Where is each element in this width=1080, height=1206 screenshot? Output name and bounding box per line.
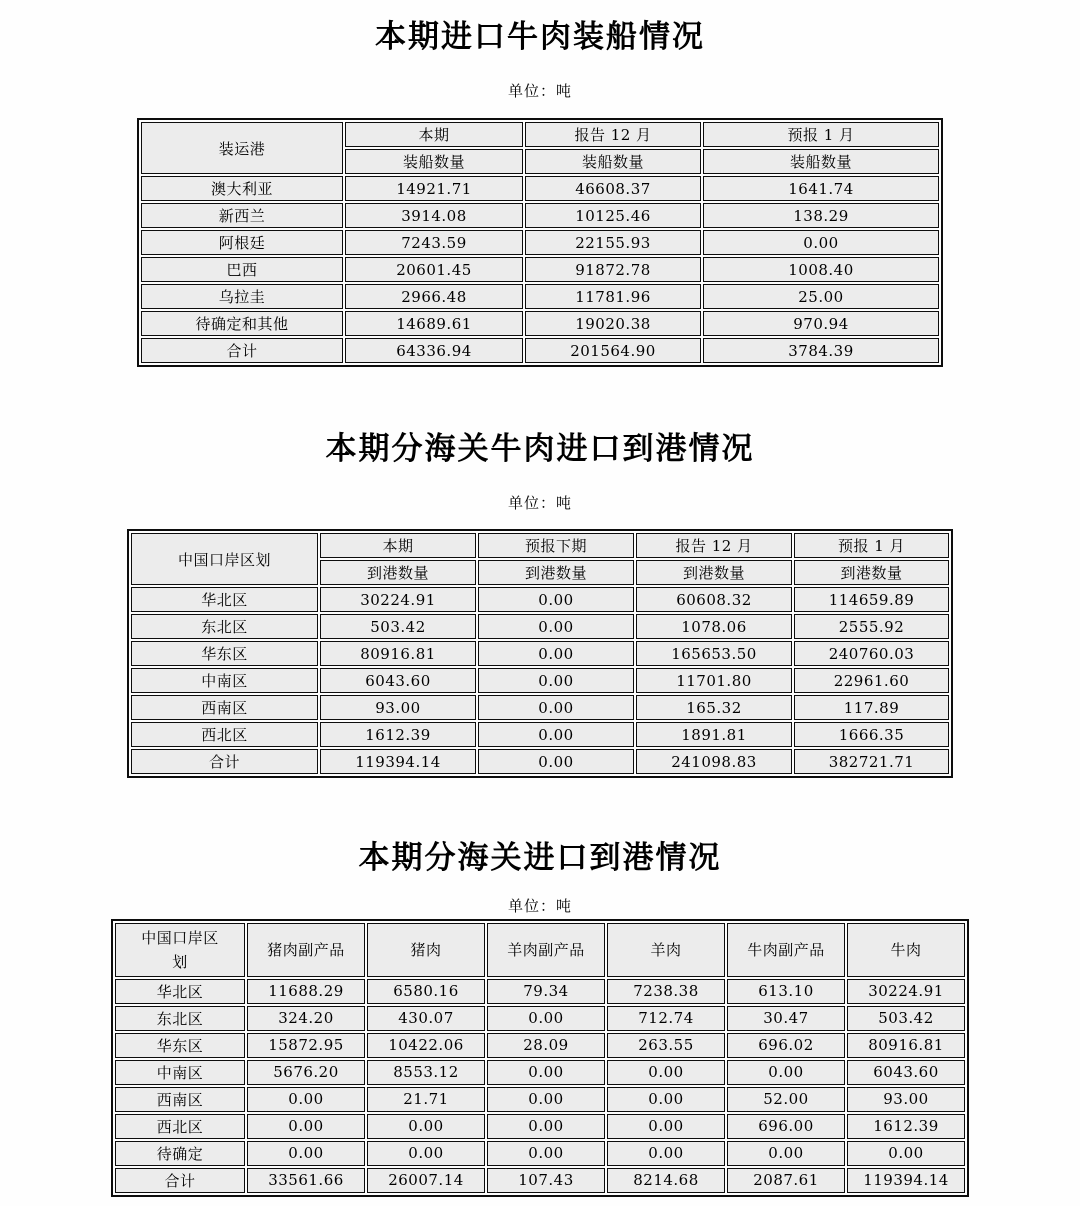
column-header (367, 923, 485, 977)
measure-header: 到港数量 (478, 560, 634, 585)
cell-value: 10125.46 (525, 203, 701, 228)
row-label: 华北区 (131, 587, 318, 612)
table-row (131, 695, 949, 720)
period-header: 本期 (345, 122, 523, 147)
cell-value: 6043.60 (847, 1060, 965, 1085)
cell-value: 22961.60 (794, 668, 949, 693)
corner-header: 中国口岸区划 (131, 533, 318, 585)
meat-arrivals-unit-label: 单位：吨 (507, 896, 572, 915)
meat-arrivals-title: 本期分海关进口到港情况 (358, 840, 722, 876)
cell-value: 712.74 (607, 1006, 725, 1031)
cell-value: 60608.32 (636, 587, 792, 612)
cell-value: 0.00 (607, 1087, 725, 1112)
column-header (847, 923, 965, 977)
table-body (115, 979, 965, 1193)
row-label: 华北区 (115, 979, 245, 1004)
table-row (141, 203, 939, 228)
column-header-label: 中国口岸区划 (141, 928, 219, 971)
cell-value: 165653.50 (636, 641, 792, 666)
period-header: 预报 1 月 (703, 122, 939, 147)
table-row (131, 641, 949, 666)
cell-value: 64336.94 (345, 338, 523, 363)
cell-value: 138.29 (703, 203, 939, 228)
table-body (131, 587, 949, 774)
table-row (115, 979, 965, 1004)
table-row (141, 257, 939, 282)
measure-header: 到港数量 (320, 560, 476, 585)
cell-value: 0.00 (727, 1141, 845, 1166)
cell-value: 0.00 (478, 614, 634, 639)
measure-header: 装船数量 (703, 149, 939, 174)
corner-header: 装运港 (141, 122, 343, 174)
table-row (131, 587, 949, 612)
row-label: 西南区 (131, 695, 318, 720)
cell-value: 0.00 (487, 1087, 605, 1112)
column-header (607, 923, 725, 977)
cell-value: 1078.06 (636, 614, 792, 639)
row-label: 东北区 (115, 1006, 245, 1031)
cell-value: 0.00 (367, 1114, 485, 1139)
cell-value: 263.55 (607, 1033, 725, 1058)
cell-value: 0.00 (247, 1087, 365, 1112)
cell-value: 15872.95 (247, 1033, 365, 1058)
column-header-label: 羊肉 (650, 941, 682, 960)
cell-value: 6580.16 (367, 979, 485, 1004)
cell-value: 0.00 (478, 722, 634, 747)
cell-value: 7238.38 (607, 979, 725, 1004)
row-label: 阿根廷 (141, 230, 343, 255)
row-label: 华东区 (115, 1033, 245, 1058)
cell-value: 20601.45 (345, 257, 523, 282)
cell-value: 696.00 (727, 1114, 845, 1139)
section-all-meat-arrivals-by-customs (0, 840, 1080, 1197)
cell-value: 0.00 (607, 1141, 725, 1166)
cell-value: 240760.03 (794, 641, 949, 666)
cell-value: 2087.61 (727, 1168, 845, 1193)
row-label: 西北区 (131, 722, 318, 747)
cell-value: 430.07 (367, 1006, 485, 1031)
cell-value: 0.00 (478, 749, 634, 774)
cell-value: 0.00 (847, 1141, 965, 1166)
table-header (131, 533, 949, 585)
cell-value: 28.09 (487, 1033, 605, 1058)
header-row (141, 122, 939, 147)
cell-value: 382721.71 (794, 749, 949, 774)
cell-value: 0.00 (703, 230, 939, 255)
cell-value: 0.00 (727, 1060, 845, 1085)
cell-value: 11688.29 (247, 979, 365, 1004)
table-row (141, 230, 939, 255)
cell-value: 30224.91 (847, 979, 965, 1004)
cell-value: 0.00 (478, 668, 634, 693)
cell-value: 3914.08 (345, 203, 523, 228)
period-header: 预报下期 (478, 533, 634, 558)
cell-value: 1008.40 (703, 257, 939, 282)
cell-value: 117.89 (794, 695, 949, 720)
cell-value: 11781.96 (525, 284, 701, 309)
period-header: 报告 12 月 (525, 122, 701, 147)
corner-header (115, 923, 245, 977)
table-row (131, 722, 949, 747)
cell-value: 114659.89 (794, 587, 949, 612)
column-header-label: 羊肉副产品 (507, 941, 585, 960)
cell-value: 119394.14 (320, 749, 476, 774)
cell-value: 8214.68 (607, 1168, 725, 1193)
cell-value: 46608.37 (525, 176, 701, 201)
cell-value: 1891.81 (636, 722, 792, 747)
row-label: 澳大利亚 (141, 176, 343, 201)
cell-value: 165.32 (636, 695, 792, 720)
cell-value: 0.00 (247, 1114, 365, 1139)
row-label: 合计 (141, 338, 343, 363)
cell-value: 22155.93 (525, 230, 701, 255)
cell-value: 2966.48 (345, 284, 523, 309)
period-header: 本期 (320, 533, 476, 558)
cell-value: 0.00 (478, 695, 634, 720)
cell-value: 2555.92 (794, 614, 949, 639)
row-label: 新西兰 (141, 203, 343, 228)
table-row (131, 614, 949, 639)
cell-value: 6043.60 (320, 668, 476, 693)
cell-value: 1612.39 (847, 1114, 965, 1139)
table-row (141, 176, 939, 201)
cell-value: 0.00 (607, 1060, 725, 1085)
cell-value: 26007.14 (367, 1168, 485, 1193)
cell-value: 80916.81 (320, 641, 476, 666)
row-label: 中南区 (131, 668, 318, 693)
table-row (115, 1114, 965, 1139)
column-header-label: 牛肉 (890, 941, 922, 960)
cell-value: 52.00 (727, 1087, 845, 1112)
cell-value: 0.00 (607, 1114, 725, 1139)
cell-value: 19020.38 (525, 311, 701, 336)
cell-value: 21.71 (367, 1087, 485, 1112)
cell-value: 79.34 (487, 979, 605, 1004)
cell-value: 324.20 (247, 1006, 365, 1031)
table-header (141, 122, 939, 174)
beef-arrivals-title: 本期分海关牛肉进口到港情况 (325, 431, 755, 467)
cell-value: 14921.71 (345, 176, 523, 201)
column-header-label: 猪肉副产品 (267, 941, 345, 960)
table-row (115, 1087, 965, 1112)
cell-value: 201564.90 (525, 338, 701, 363)
measure-header: 装船数量 (345, 149, 523, 174)
section-beef-shipments (0, 19, 1080, 367)
cell-value: 696.02 (727, 1033, 845, 1058)
cell-value: 1666.35 (794, 722, 949, 747)
cell-value: 33561.66 (247, 1168, 365, 1193)
row-label: 东北区 (131, 614, 318, 639)
cell-value: 0.00 (478, 587, 634, 612)
report-page (0, 19, 1080, 1197)
table-header (115, 923, 965, 977)
period-header: 报告 12 月 (636, 533, 792, 558)
cell-value: 5676.20 (247, 1060, 365, 1085)
beef-shipments-table (137, 118, 943, 367)
cell-value: 93.00 (847, 1087, 965, 1112)
header-row (115, 923, 965, 977)
table-row (115, 1141, 965, 1166)
cell-value: 503.42 (847, 1006, 965, 1031)
cell-value: 613.10 (727, 979, 845, 1004)
measure-header: 到港数量 (636, 560, 792, 585)
beef-shipments-unit-label: 单位：吨 (507, 82, 572, 100)
cell-value: 7243.59 (345, 230, 523, 255)
cell-value: 8553.12 (367, 1060, 485, 1085)
table-row (115, 1060, 965, 1085)
column-header (727, 923, 845, 977)
column-header (487, 923, 605, 977)
table-row (141, 284, 939, 309)
row-label: 合计 (131, 749, 318, 774)
cell-value: 11701.80 (636, 668, 792, 693)
header-row (131, 533, 949, 558)
table-row (131, 668, 949, 693)
row-label: 中南区 (115, 1060, 245, 1085)
cell-value: 1641.74 (703, 176, 939, 201)
column-header-label: 猪肉 (410, 941, 442, 960)
measure-header: 到港数量 (794, 560, 949, 585)
column-header (247, 923, 365, 977)
table-row (141, 311, 939, 336)
row-label: 西南区 (115, 1087, 245, 1112)
cell-value: 3784.39 (703, 338, 939, 363)
cell-value: 30224.91 (320, 587, 476, 612)
cell-value: 0.00 (487, 1141, 605, 1166)
row-label: 华东区 (131, 641, 318, 666)
cell-value: 503.42 (320, 614, 476, 639)
row-label: 合计 (115, 1168, 245, 1193)
measure-header: 装船数量 (525, 149, 701, 174)
table-row (115, 1033, 965, 1058)
section-beef-arrivals-by-customs (0, 431, 1080, 778)
cell-value: 0.00 (487, 1060, 605, 1085)
table-row (115, 1006, 965, 1031)
cell-value: 91872.78 (525, 257, 701, 282)
cell-value: 1612.39 (320, 722, 476, 747)
total-row (131, 749, 949, 774)
cell-value: 0.00 (487, 1006, 605, 1031)
cell-value: 0.00 (478, 641, 634, 666)
cell-value: 0.00 (487, 1114, 605, 1139)
total-row (115, 1168, 965, 1193)
cell-value: 80916.81 (847, 1033, 965, 1058)
cell-value: 0.00 (367, 1141, 485, 1166)
row-label: 待确定 (115, 1141, 245, 1166)
row-label: 西北区 (115, 1114, 245, 1139)
meat-arrivals-table (111, 919, 969, 1197)
column-header-label: 牛肉副产品 (747, 941, 825, 960)
row-label: 待确定和其他 (141, 311, 343, 336)
period-header: 预报 1 月 (794, 533, 949, 558)
beef-arrivals-table (127, 529, 953, 778)
cell-value: 241098.83 (636, 749, 792, 774)
row-label: 乌拉圭 (141, 284, 343, 309)
cell-value: 25.00 (703, 284, 939, 309)
cell-value: 93.00 (320, 695, 476, 720)
beef-shipments-title: 本期进口牛肉装船情况 (375, 19, 705, 55)
cell-value: 10422.06 (367, 1033, 485, 1058)
cell-value: 30.47 (727, 1006, 845, 1031)
cell-value: 970.94 (703, 311, 939, 336)
beef-arrivals-unit-label: 单位：吨 (507, 494, 572, 512)
cell-value: 0.00 (247, 1141, 365, 1166)
row-label: 巴西 (141, 257, 343, 282)
total-row (141, 338, 939, 363)
table-body (141, 176, 939, 363)
cell-value: 119394.14 (847, 1168, 965, 1193)
cell-value: 107.43 (487, 1168, 605, 1193)
cell-value: 14689.61 (345, 311, 523, 336)
